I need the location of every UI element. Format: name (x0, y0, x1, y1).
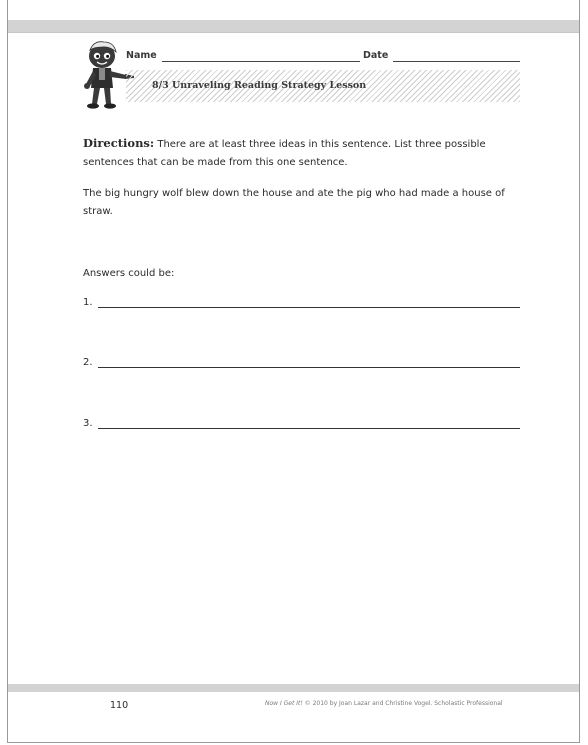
date-label: Date (363, 50, 389, 61)
credit-text: © 2010 by Joan Lazar and Christine Vogel. Scholastic Professional (302, 700, 503, 707)
answer-row-3 (83, 418, 520, 434)
date-field[interactable] (393, 61, 520, 62)
answer-line[interactable] (98, 307, 520, 308)
answer-row-2 (83, 357, 520, 373)
lesson-title-bar (126, 70, 520, 102)
answer-number: 3. (83, 418, 93, 429)
worksheet-page (7, 0, 580, 743)
lesson-title: 8/3 Unraveling Reading Strategy Lesson (152, 80, 367, 91)
answer-number: 2. (83, 357, 93, 368)
top-band-rule (8, 32, 579, 33)
page-number: 110 (110, 700, 129, 711)
book-title: Now I Get It! (265, 700, 303, 707)
answers-label: Answers could be: (83, 268, 175, 279)
directions-text: There are at least three ideas in this sentence. List three possible sentences that can be made from this one sentence. (83, 139, 486, 168)
answer-row-1 (83, 297, 520, 313)
name-date-row (126, 50, 524, 64)
name-label: Name (126, 50, 157, 61)
copyright-credit (265, 700, 503, 707)
answer-number: 1. (83, 297, 93, 308)
name-field[interactable] (162, 61, 360, 62)
top-band (8, 20, 579, 32)
bottom-band (8, 684, 579, 692)
answer-line[interactable] (98, 367, 520, 368)
directions (83, 134, 523, 172)
directions-label: Directions: (83, 136, 155, 150)
source-sentence: The big hungry wolf blew down the house and ate the pig who had made a house of straw. (83, 188, 505, 217)
answer-line[interactable] (98, 428, 520, 429)
